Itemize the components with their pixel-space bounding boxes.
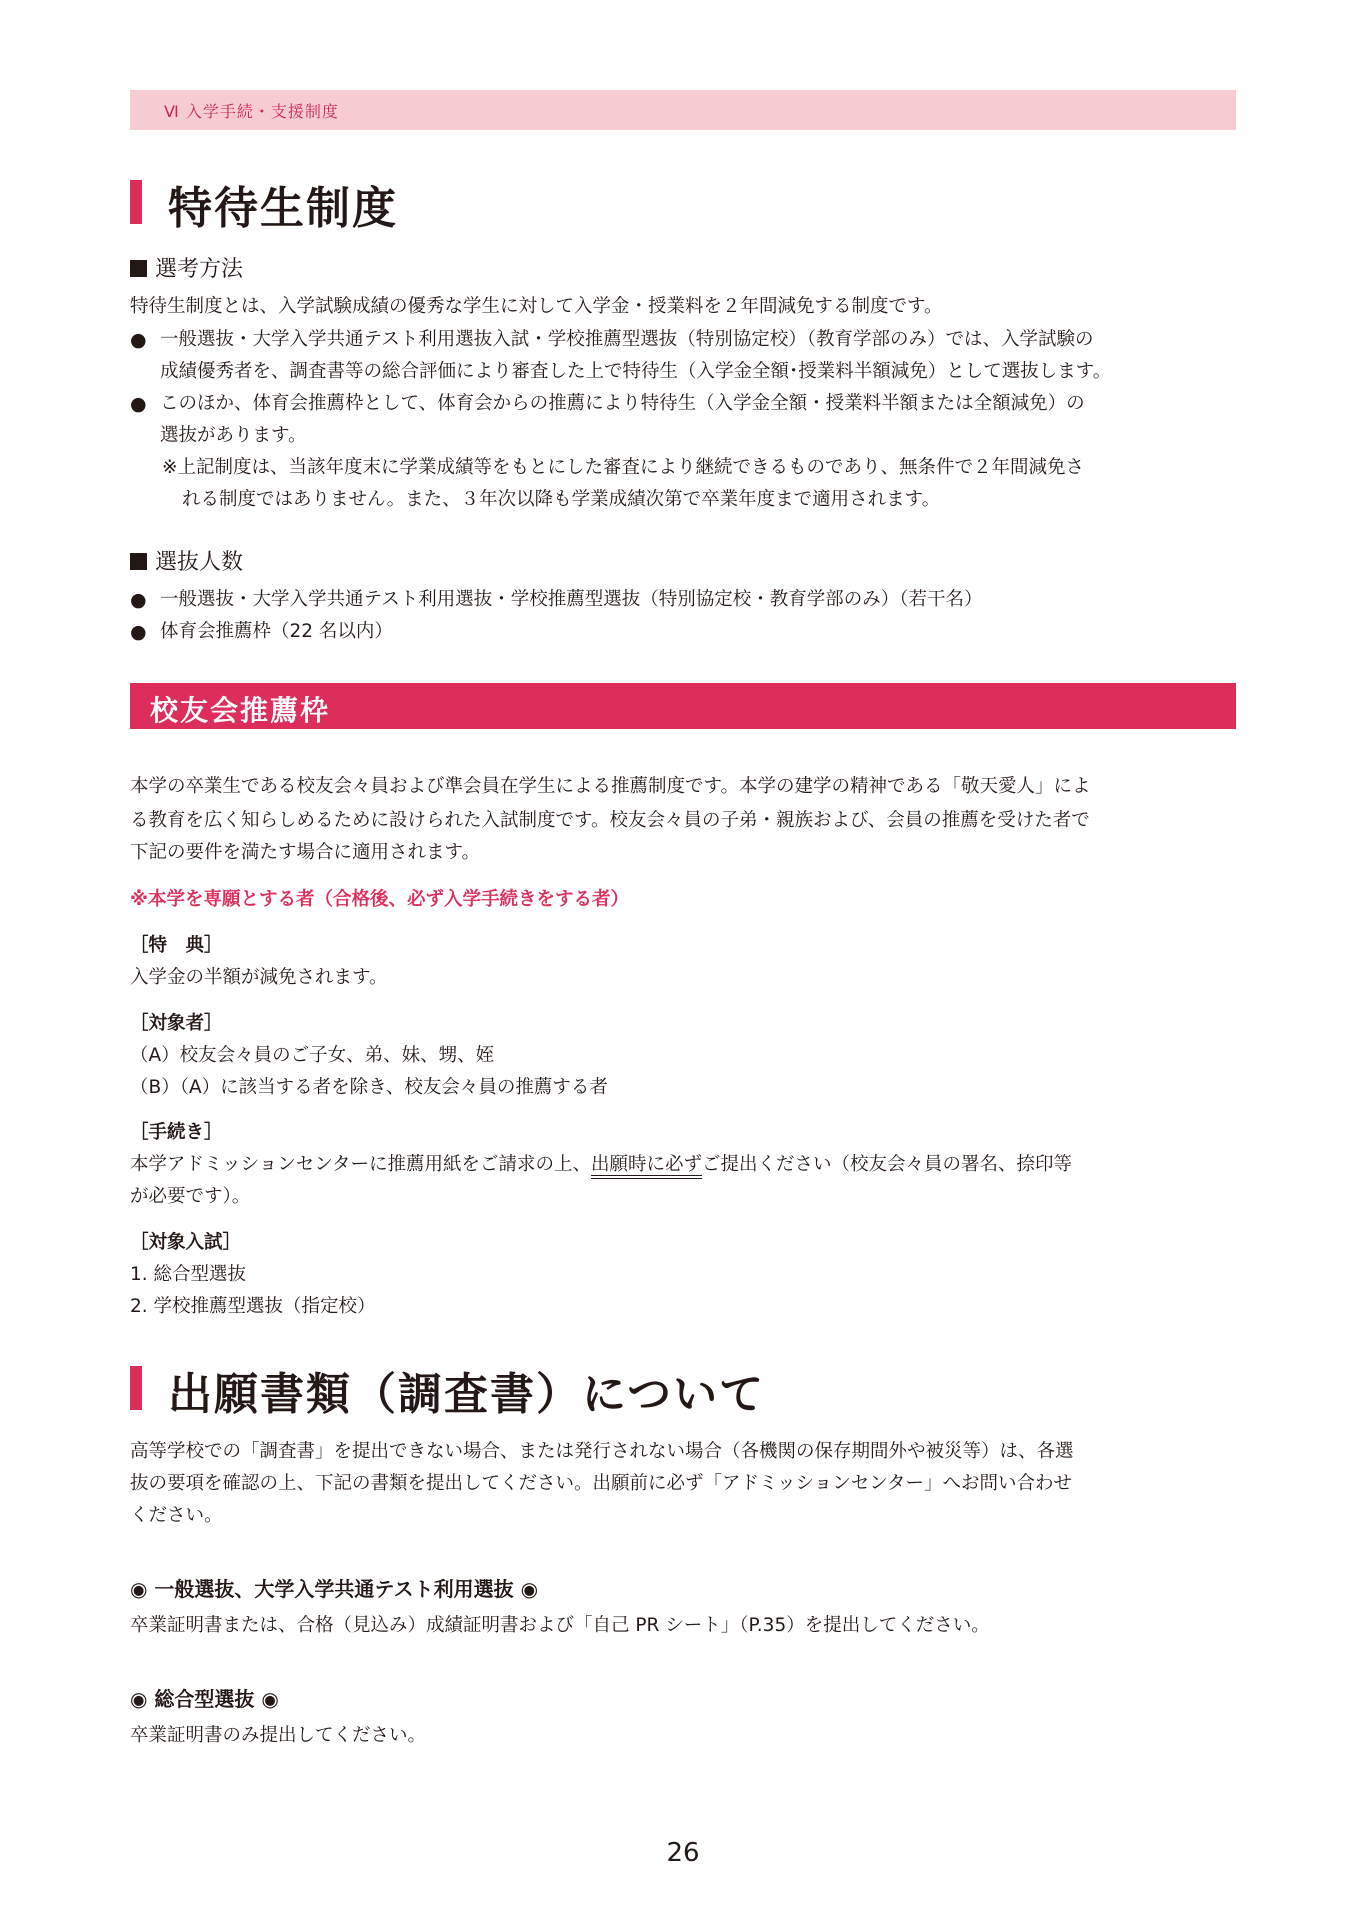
text-line: 卒業証明書のみ提出してください。 [130, 1725, 427, 1746]
text-line: 選抜があります。 [160, 425, 307, 446]
section-band-koyukai [130, 683, 1236, 729]
label-tetsuzuki: ［手続き］ [130, 1122, 223, 1143]
text-line: 本学の卒業生である校友会々員および準会員在学生による推薦制度です。本学の建学の精神である「敬天愛人」によ [130, 776, 1091, 797]
subheading-senko-hoho: 選考方法 [130, 252, 243, 283]
text-line: 1. 総合型選抜 [130, 1264, 247, 1285]
text-line: 2. 学校推薦型選抜（指定校） [130, 1296, 376, 1317]
text-line: 一般選抜・大学入学共通テスト利用選抜入試・学校推薦型選抜（特別協定校）（教育学部のみ）では、入学試験の [160, 329, 1094, 350]
page-number: 26 [666, 1838, 700, 1868]
text-line: 一般選抜・大学入学共通テスト利用選抜・学校推薦型選抜（特別協定校・教育学部のみ）（若干名） [160, 589, 983, 610]
bullet-icon: ● [130, 621, 147, 643]
text-line: このほか、体育会推薦枠として、体育会からの推薦により特待生（入学金全額・授業料半額または全額減免）の [160, 393, 1085, 414]
text-line: 成績優秀者を、調査書等の総合評価により審査した上で特待生（入学金全額･授業料半額減免）として選抜します。 [160, 361, 1112, 382]
text-line: （B）（A）に該当する者を除き、校友会々員の推薦する者 [130, 1077, 608, 1098]
bullet-icon: ● [130, 393, 147, 415]
text-line: が必要です）。 [130, 1186, 251, 1207]
band-title: 校友会推薦枠 [150, 694, 331, 727]
text-line: 高等学校での「調査書」を提出できない場合、または発行されない場合（各機関の保存期間外や被災等）は、各選 [130, 1441, 1074, 1462]
square-icon [130, 553, 147, 570]
red-note: ※本学を専願とする者（合格後、必ず入学手続きをする者） [130, 889, 629, 910]
text-line: 本学アドミッションセンターに推薦用紙をご請求の上、出願時に必ずご提出ください（校友会々員の署名、捺印等 [130, 1154, 1073, 1175]
text-line: 入学金の半額が減免されます。 [130, 967, 388, 988]
label-taishosha: ［対象者］ [130, 1013, 223, 1034]
subheading-sogogata: ◉ 総合型選抜 ◉ [130, 1687, 279, 1711]
text-line: 体育会推薦枠（22 名以内） [160, 621, 393, 642]
text-line: （A）校友会々員のご子女、弟、妹、甥、姪 [130, 1045, 495, 1066]
subheading-senbatsu-ninzu: 選抜人数 [130, 545, 243, 576]
heading-accent-bar [130, 1366, 142, 1410]
text-line: ください。 [130, 1505, 223, 1526]
heading-accent-bar [130, 180, 142, 224]
underlined-text: 出願時に必ず [591, 1154, 703, 1175]
subheading-ippan: ◉ 一般選抜、大学入学共通テスト利用選抜 ◉ [130, 1577, 539, 1601]
text-line: 特待生制度とは、入学試験成績の優秀な学生に対して入学金・授業料を２年間減免する制度です。 [130, 296, 943, 317]
bullet-icon: ● [130, 589, 147, 611]
text-line: る教育を広く知らしめるために設けられた入試制度です。校友会々員の子弟・親族および、会員の推薦を受けた者で [130, 810, 1090, 831]
label-taisho-nyushi: ［対象入試］ [130, 1232, 242, 1253]
label-tokuten: ［特 典］ [130, 935, 223, 956]
text-line: 下記の要件を満たす場合に適用されます。 [130, 842, 481, 863]
text-line: 抜の要項を確認の上、下記の書類を提出してください。出願前に必ず「アドミッションセンター」へお問い合わせ [130, 1473, 1073, 1494]
text-line: 卒業証明書または、合格（見込み）成績証明書および「自己 PR シート」（P.35）を提出してください。 [130, 1615, 990, 1636]
heading-text: 出願書類（調査書）について [168, 1369, 766, 1420]
heading-text: 特待生制度 [168, 183, 398, 234]
section-header-label: Ⅵ 入学手続・支援制度 [164, 102, 339, 121]
square-icon [130, 260, 147, 277]
bullet-icon: ● [130, 329, 147, 351]
section-header-band [130, 90, 1236, 130]
note-line: れる制度ではありません。また、３年次以降も学業成績次第で卒業年度まで適用されます。 [182, 489, 941, 510]
note-line: ※上記制度は、当該年度末に学業成績等をもとにした審査により継続できるものであり、無条件で２年間減免さ [162, 457, 1085, 478]
